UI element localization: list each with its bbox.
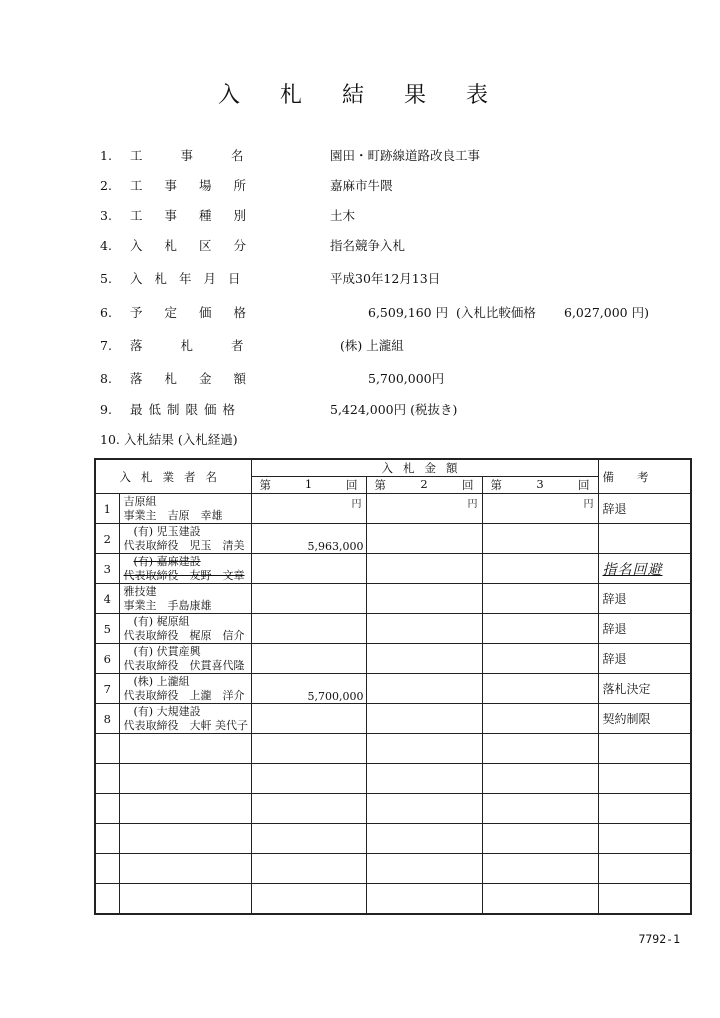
bid-round-3 [482,704,598,734]
info-num: 5. [100,270,112,286]
bidder-company: (有) 伏貫産興 [133,644,201,658]
bid-round-3 [482,524,598,554]
bidder-company: (有) 大規建設 [133,704,201,718]
row-number: 8 [95,704,119,734]
bid-remark: 辞退 [598,494,691,524]
bidder-company: (株) 上瀧組 [133,674,190,688]
info-row-bid-date [100,268,441,288]
round-label: 第 [259,478,271,492]
comparison-price-value: 6,027,000 円) [564,305,649,320]
bid-round-1 [251,584,366,614]
info-label [130,369,269,387]
info-value: (株) 上瀧組 [340,338,404,353]
info-num: 9. [100,401,112,417]
bid-round-2 [366,614,482,644]
bid-round-1 [251,614,366,644]
bidder-name [119,674,251,704]
bid-remark: 辞退 [598,614,691,644]
info-row-construction-name [100,145,481,165]
bidder-representative: 代表取締役 伏貫喜代隆 [123,658,245,672]
bidder-company: 吉原組 [123,494,157,508]
table-row [95,554,691,584]
header-round-1 [251,477,366,494]
table-row [95,524,691,554]
row-number: 7 [95,674,119,704]
bidder-representative: 代表取締役 児玉 清美 [123,538,245,552]
bid-remark: 契約制限 [598,704,691,734]
bid-round-1 [251,554,366,584]
info-num: 4. [100,237,112,253]
info-value: 指名競争入札 [330,238,406,253]
info-num: 1. [100,147,112,163]
bid-remark-handwritten: 指名回避 [598,554,691,584]
info-label-text: 入札区分 [130,238,269,253]
bidder-representative: 事業主 吉原 幸雄 [123,508,223,522]
bidder-name [119,524,251,554]
comparison-price-label: (入札比較価格 [456,305,536,320]
info-num: 3. [100,207,112,223]
info-label-text: 予定価格 [130,305,269,320]
bid-round-1 [251,704,366,734]
info-label [130,146,282,164]
bid-amount: 5,963,000 [307,540,364,553]
info-label-text: 落札者 [130,338,282,353]
bidder-representative: 代表取締役 梶原 信介 [123,628,245,642]
info-num: 6. [100,304,112,320]
bid-round-2 [366,584,482,614]
bid-results-table [94,458,692,915]
table-row [95,614,691,644]
bidder-company: (有) 嘉麻建設 [133,554,201,568]
bidder-representative: 代表取締役 友野 文章 [123,568,245,582]
bid-round-2 [366,644,482,674]
bidder-name [119,554,251,584]
empty-row [95,764,691,794]
info-label-text: 落札金額 [130,371,269,386]
row-number: 2 [95,524,119,554]
bid-round-2 [366,554,482,584]
header-bidder: 入札業者名 [95,459,251,494]
info-value: 平成30年12月13日 [330,271,441,286]
empty-row [95,884,691,914]
section-10-heading: 10. 入札結果 (入札経過) [100,432,238,447]
info-label-text: 入札年月日 [130,271,253,286]
bid-round-3 [482,584,598,614]
info-num: 8. [100,370,112,386]
info-row-winner [100,335,404,355]
bid-round-3 [482,494,598,524]
info-label [130,336,282,354]
info-label-text: 工事種別 [130,208,269,223]
info-label [130,236,269,254]
empty-row [95,824,691,854]
info-row-min-price [100,399,458,419]
row-number: 5 [95,614,119,644]
table-row [95,494,691,524]
info-value: 土木 [330,208,356,223]
bidder-company: (有) 梶原組 [133,614,190,628]
info-label [130,400,258,418]
table-header-row [95,459,691,477]
bid-remark [598,524,691,554]
table-row [95,704,691,734]
table-row [95,644,691,674]
yen-unit: 円 [351,499,362,510]
row-number: 3 [95,554,119,584]
bid-round-2 [366,704,482,734]
info-label [130,269,258,287]
info-row-bid-category [100,235,406,255]
info-value: 5,424,000円 (税抜き) [330,402,458,417]
row-number: 6 [95,644,119,674]
info-num: 2. [100,177,112,193]
round-label: 回 [577,478,590,492]
info-label-text: 最低制限価格 [130,402,242,417]
info-num: 7. [100,337,112,353]
bidder-representative: 事業主 手島康雄 [123,598,212,612]
round-number: 2 [420,477,428,491]
info-value: 5,700,000円 [368,371,445,386]
round-label: 第 [490,478,502,492]
info-row-planned-price [100,302,649,322]
bid-remark: 辞退 [598,584,691,614]
bid-round-2 [366,524,482,554]
round-label: 回 [461,478,474,492]
empty-row [95,854,691,884]
bid-remark: 辞退 [598,644,691,674]
info-label [130,206,269,224]
bidder-name [119,584,251,614]
bid-round-2 [366,494,482,524]
info-label [130,303,269,321]
bidder-name [119,704,251,734]
info-value: 園田・町跡線道路改良工事 [330,148,481,163]
round-label: 回 [345,478,358,492]
bidder-representative: 代表取締役 上瀧 洋介 [123,688,245,702]
bidder-name [119,494,251,524]
yen-unit: 円 [583,499,594,510]
bid-remark: 落札決定 [598,674,691,704]
table-row [95,584,691,614]
header-remarks: 備 考 [598,459,691,494]
header-amount: 入札金額 [251,459,598,477]
info-row-location [100,175,393,195]
bid-round-1 [251,674,366,704]
bid-round-2 [366,674,482,704]
bid-round-3 [482,614,598,644]
header-round-2 [366,477,482,494]
bidder-representative: 代表取締役 大軒 美代子 [123,718,248,732]
bidder-name [119,644,251,674]
bid-round-1 [251,494,366,524]
bid-round-1 [251,644,366,674]
info-label-text: 工事名 [130,148,282,163]
document-number: 7792-1 [638,932,680,946]
bid-round-3 [482,674,598,704]
round-number: 3 [536,477,544,491]
table-row [95,674,691,704]
page-title: 入札結果表 [217,83,528,108]
bid-round-3 [482,554,598,584]
info-label [130,176,269,194]
yen-unit: 円 [467,499,478,510]
bidder-name [119,614,251,644]
bid-round-1 [251,524,366,554]
info-value: 嘉麻市牛隈 [330,178,393,193]
planned-price-value: 6,509,160 円 [368,305,449,320]
info-row-type [100,205,356,225]
round-label: 第 [374,478,386,492]
header-round-3 [482,477,598,494]
empty-row [95,734,691,764]
info-row-winning-amount [100,368,445,388]
row-number: 4 [95,584,119,614]
bid-amount: 5,700,000 [307,690,364,703]
row-number: 1 [95,494,119,524]
bidder-company: (有) 児玉建設 [133,524,201,538]
empty-row [95,794,691,824]
round-number: 1 [304,477,313,491]
info-label-text: 工事場所 [130,178,269,193]
bid-round-3 [482,644,598,674]
bidder-company: 雅技建 [123,584,157,598]
